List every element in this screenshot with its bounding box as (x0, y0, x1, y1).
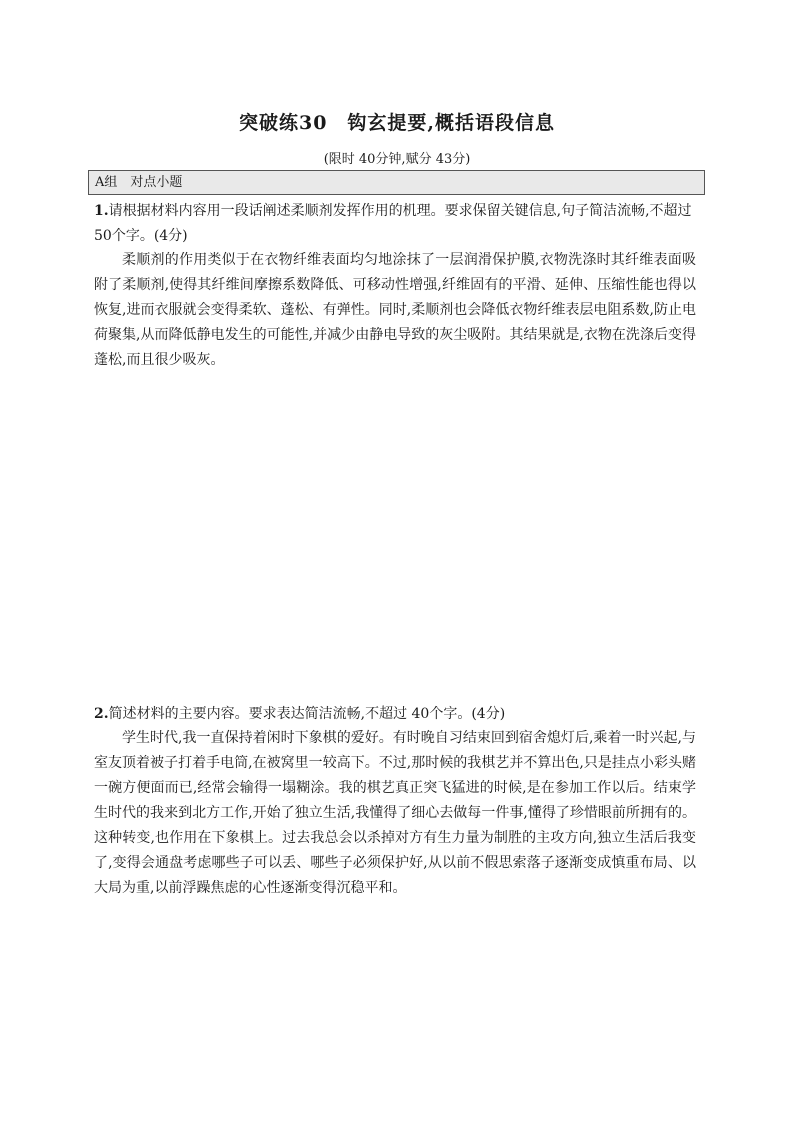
question-1-prompt (94, 199, 696, 249)
time-limit-subtitle: (限时 40分钟,赋分 43分) (323, 152, 471, 167)
question-text: 简述材料的主要内容。要求表达简洁流畅,不超过 40个字。(4分) (108, 706, 506, 722)
page-title: 突破练30 钩玄提要,概括语段信息 (238, 112, 556, 134)
section-label: A组 对点小题 (95, 175, 183, 190)
question-number: 2. (94, 706, 109, 722)
question-1-passage: 柔顺剂的作用类似于在衣物纤维表面均匀地涂抹了一层润滑保护膜,衣物洗涤时其纤维表面吸附了柔顺剂,使得其纤维间摩擦系数降低、可移动性增强,纤维固有的平滑、延伸、压缩性能也得以恢复,进而衣服就会变得柔软、蓬松、有弹性。同时,柔顺剂也会降低衣物纤维表层电阻系数,防止电荷聚集,从而降低静电发生的可能性,并减少由静电导致的灰尘吸附。其结果就是,衣物在洗涤后变得蓬松,而且很少吸灰。 (94, 252, 696, 368)
question-text: 请根据材料内容用一段话阐述柔顺剂发挥作用的机理。要求保留关键信息,句子简洁流畅,不超过 50个字。(4分) (94, 203, 692, 244)
section-header-group-a (88, 170, 705, 195)
question-2-prompt (94, 702, 696, 727)
question-number: 1. (94, 203, 109, 219)
question-2-passage: 学生时代,我一直保持着闲时下象棋的爱好。有时晚自习结束回到宿舍熄灯后,乘着一时兴起,与室友顶着被子打着手电筒,在被窝里一较高下。不过,那时候的我棋艺并不算出色,只是挂点小彩头赌一碗方便面而已,经常会输得一塌糊涂。我的棋艺真正突飞猛进的时候,是在参加工作以后。结束学生时代的我来到北方工作,开始了独立生活,我懂得了细心去做每一件事,懂得了珍惜眼前所拥有的。这种转变,也作用在下象棋上。过去我总会以杀掉对方有生力量为制胜的主攻方向,独立生活后我变了,变得会通盘考虑哪些子可以丢、哪些子必须保护好,从以前不假思索落子逐渐变成慎重布局、以大局为重,以前浮躁焦虑的心性逐渐变得沉稳平和。 (94, 730, 696, 896)
